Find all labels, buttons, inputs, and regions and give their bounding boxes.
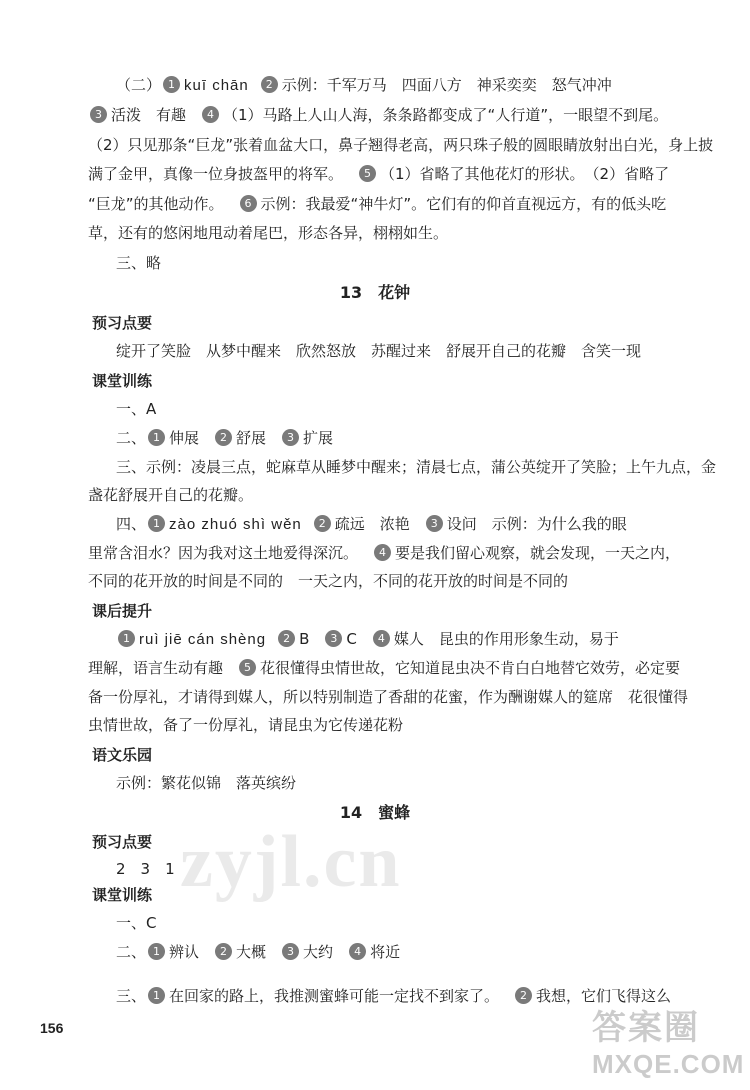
circled-number: 1 — [118, 630, 135, 647]
circled-number: 2 — [314, 515, 331, 532]
section-heading: 课堂训练 — [92, 886, 153, 904]
circled-number: 2 — [278, 630, 295, 647]
answer-line: 二、 1 辨认 2 大概 3 大约 4 将近 — [116, 943, 401, 961]
answer-line: 备一份厚礼，才请得到媒人，所以特别制造了香甜的花蜜，作为酬谢媒人的筵席 花很懂得 — [88, 688, 689, 706]
watermark: zyjl.cn — [180, 821, 402, 903]
answer-line: 草，还有的悠闲地甩动着尾巴，形态各异，栩栩如生。 — [88, 224, 449, 242]
answer-line: “巨龙”的其他动作。 6 示例：我最爱“神牛灯”。它们有的仰首直视远方，有的低头吃 — [88, 195, 667, 213]
pinyin: kuī chān — [184, 77, 249, 94]
answer-line: 盏花舒展开自己的花瓣。 — [88, 486, 254, 504]
answer-line: 一、A — [116, 400, 157, 418]
circled-number: 3 — [282, 943, 299, 960]
section-heading: 预习点要 — [92, 314, 153, 332]
answer-line: 示例：繁花似锦 落英缤纷 — [116, 774, 297, 792]
answer-line: 满了金甲，真像一位身披盔甲的将军。 5 （1）省略了其他花灯的形状。 （2）省略了 — [88, 165, 670, 183]
circled-number: 2 — [215, 429, 232, 446]
answer-line: 三、 1 在回家的路上，我推测蜜蜂可能一定找不到家了。 2 我想，它们飞得这么 — [116, 987, 672, 1005]
circled-number: 3 — [90, 106, 107, 123]
section-heading: 语文乐园 — [92, 746, 153, 764]
circled-number: 5 — [239, 659, 256, 676]
circled-number: 5 — [359, 165, 376, 182]
answer-line: 四、 1 zào zhuó shì wěn 2 疏远 浓艳 3 设问 示例：为什么我的眼 — [116, 515, 627, 533]
answer-line: 1 ruì jiē cán shèng 2 B 3 C 4 媒人 昆虫的作用形象生动，易于 — [116, 628, 720, 651]
pinyin: zào zhuó shì wěn — [169, 516, 302, 533]
answer-line: （二） 1 kuī chān 2 示例：千军万马 四面八方 神采奕奕 怒气冲冲 — [116, 76, 612, 94]
answer-line: 三、示例：凌晨三点，蛇麻草从睡梦中醒来；清晨七点，蒲公英绽开了笑脸；上午九点，金 — [116, 458, 717, 476]
circled-number: 1 — [148, 515, 165, 532]
answer-line: 里常含泪水？因为我对这土地爱得深沉。 4 要是我们留心观察，就会发现，一天之内， — [88, 544, 681, 562]
circled-number: 3 — [282, 429, 299, 446]
circled-number: 4 — [374, 544, 391, 561]
watermark-logo-url: MXQE.COM — [592, 1049, 745, 1079]
answer-line: 一、C — [116, 914, 157, 932]
circled-number: 3 — [325, 630, 342, 647]
lesson-title: 13 花钟 — [339, 283, 411, 302]
circled-number: 4 — [202, 106, 219, 123]
lesson-title: 14 蜜蜂 — [339, 803, 411, 822]
section-heading: 课堂训练 — [92, 372, 153, 390]
watermark-logo — [592, 1000, 745, 1082]
answer-line: （2）只见那条“巨龙”张着血盆大口，鼻子翘得老高，两只珠子般的圆眼睛放射出白光，身上披 — [88, 136, 714, 154]
answer-line: 二、 1 伸展 2 舒展 3 扩展 — [116, 429, 334, 447]
circled-number: 3 — [426, 515, 443, 532]
circled-number: 2 — [515, 987, 532, 1004]
circled-number: 6 — [240, 195, 257, 212]
answer-line: 3 活泼 有趣 4 （1）马路上人山人海，条条路都变成了“人行道”，一眼望不到尾。 — [88, 104, 720, 126]
circled-number: 2 — [261, 76, 278, 93]
circled-number: 4 — [373, 630, 390, 647]
circled-number: 1 — [148, 943, 165, 960]
answer-line: 不同的花开放的时间是不同的 一天之内，不同的花开放的时间是不同的 — [88, 572, 569, 590]
circled-number: 1 — [148, 429, 165, 446]
section-heading: 预习点要 — [92, 833, 153, 851]
circled-number: 1 — [148, 987, 165, 1004]
answer-line: 三、略 — [116, 254, 162, 272]
answer-line: 绽开了笑脸 从梦中醒来 欣然怒放 苏醒过来 舒展开自己的花瓣 含笑一现 — [116, 342, 642, 360]
page-number: 156 — [40, 1020, 64, 1036]
answer-line: 理解，语言生动有趣 5 花很懂得虫情世故，它知道昆虫决不肯白白地替它效劳，必定要 — [88, 659, 681, 677]
answer-line: 虫情世故，备了一份厚礼，请昆虫为它传递花粉 — [88, 716, 404, 734]
circled-number: 1 — [163, 76, 180, 93]
pinyin: ruì jiē cán shèng — [139, 631, 267, 648]
circled-number: 4 — [349, 943, 366, 960]
circled-number: 2 — [215, 943, 232, 960]
section-heading: 课后提升 — [92, 602, 153, 620]
watermark-logo-title: 答案圈 — [592, 1008, 700, 1048]
answer-line: 2 3 1 — [116, 860, 175, 878]
